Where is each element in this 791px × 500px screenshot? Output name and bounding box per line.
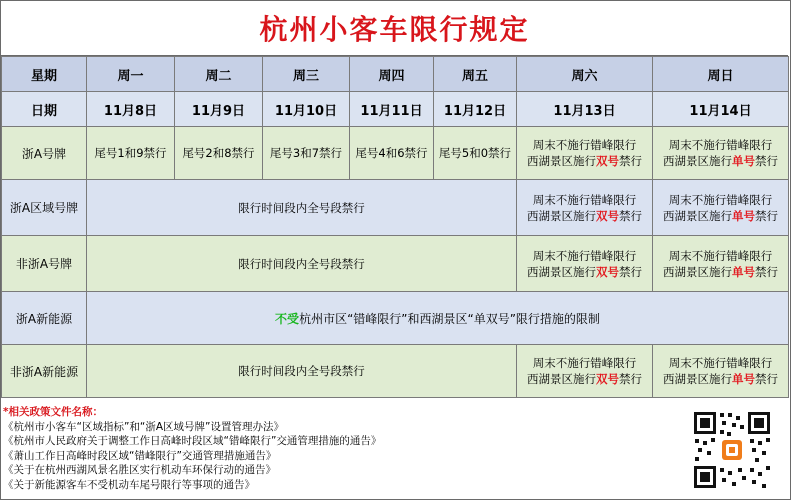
row-label: 非浙A号牌 <box>2 236 87 292</box>
sunday-rule-cell <box>653 345 789 398</box>
weekday-cell: 周二 <box>175 57 263 92</box>
plate-rule-cell: 尾号1和9禁行 <box>87 127 175 180</box>
exempt-mark: 不受 <box>275 311 300 326</box>
weekend-line2: 西湖景区施行双号禁行 <box>527 154 642 168</box>
weekend-line1: 周末不施行错峰限行 <box>668 356 773 370</box>
weekend-line1: 周末不施行错峰限行 <box>668 248 773 263</box>
row-label: 非浙A新能源 <box>2 345 87 398</box>
ev-exemption-cell <box>87 292 789 345</box>
row-label: 浙A新能源 <box>2 292 87 345</box>
qr-code-graphic <box>692 410 772 490</box>
policy-heading: *相关政策文件名称： <box>3 406 103 418</box>
policy-item: 《关于新能源客车不受机动车尾号限行等事项的通告》 <box>3 478 255 491</box>
date-cell: 11月10日 <box>263 92 350 127</box>
weekday-cell: 周三 <box>263 57 350 92</box>
date-cell: 11月8日 <box>87 92 175 127</box>
weekend-line1: 周末不施行错峰限行 <box>668 192 773 207</box>
weekend-line1: 周末不施行错峰限行 <box>532 248 637 263</box>
weekend-line1: 周末不施行错峰限行 <box>532 356 637 370</box>
weekday-header-row <box>2 57 789 92</box>
saturday-rule-cell <box>517 127 653 180</box>
sunday-rule-cell <box>653 180 789 236</box>
weekday-cell: 周四 <box>350 57 434 92</box>
date-cell: 11月11日 <box>350 92 434 127</box>
plate-rule-cell: 尾号3和7禁行 <box>263 127 350 180</box>
row-zja-plate <box>2 127 789 180</box>
qr-code-icon <box>692 410 772 490</box>
weekend-line2: 西湖景区施行双号禁行 <box>527 372 642 386</box>
policy-item: 《萧山工作日高峰时段区域“错峰限行”交通管理措施通告》 <box>3 449 277 462</box>
saturday-rule-cell <box>517 180 653 236</box>
date-cell: 11月9日 <box>175 92 263 127</box>
row-zja-area-plate <box>2 180 789 236</box>
weekday-rule-cell: 限行时间段内全号段禁行 <box>87 180 517 236</box>
weekend-line1: 周末不施行错峰限行 <box>532 192 637 207</box>
weekend-line2: 西湖景区施行单号禁行 <box>663 372 778 386</box>
row-label: 浙A区域号牌 <box>2 180 87 236</box>
weekday-cell: 周六 <box>517 57 653 92</box>
date-cell: 11月12日 <box>434 92 517 127</box>
weekend-line2: 西湖景区施行双号禁行 <box>527 208 642 223</box>
sunday-rule-cell <box>653 236 789 292</box>
policy-item: 《关于在杭州西湖风景名胜区实行机动车环保行动的通告》 <box>3 464 276 477</box>
exempt-text: 杭州市区“错峰限行”和西湖景区“单双号”限行措施的限制 <box>299 311 600 326</box>
row-label: 浙A号牌 <box>2 127 87 180</box>
weekend-line1: 周末不施行错峰限行 <box>532 138 637 152</box>
date-label: 日期 <box>2 92 87 127</box>
row-non-zja-ev <box>2 345 789 398</box>
weekend-line2: 西湖景区施行单号禁行 <box>663 154 778 168</box>
page-title: 杭州小客车限行规定 <box>1 1 788 56</box>
plate-rule-cell: 尾号5和0禁行 <box>434 127 517 180</box>
weekend-line2: 西湖景区施行双号禁行 <box>527 264 642 279</box>
policy-item: 《杭州市人民政府关于调整工作日高峰时段区域“错峰限行”交通管理措施的通告》 <box>3 435 382 448</box>
weekday-cell: 周日 <box>653 57 789 92</box>
sunday-rule-cell <box>653 127 789 180</box>
row-non-zja-plate <box>2 236 789 292</box>
weekday-cell: 周五 <box>434 57 517 92</box>
date-cell: 11月13日 <box>517 92 653 127</box>
weekend-line2: 西湖景区施行单号禁行 <box>663 264 778 279</box>
saturday-rule-cell <box>517 345 653 398</box>
restriction-table <box>1 56 789 398</box>
weekday-cell: 周一 <box>87 57 175 92</box>
weekend-line2: 西湖景区施行单号禁行 <box>663 208 778 223</box>
weekday-rule-cell: 限行时间段内全号段禁行 <box>87 236 517 292</box>
plate-rule-cell: 尾号4和6禁行 <box>350 127 434 180</box>
saturday-rule-cell <box>517 236 653 292</box>
date-cell: 11月14日 <box>653 92 789 127</box>
plate-rule-cell: 尾号2和8禁行 <box>175 127 263 180</box>
weekday-label: 星期 <box>2 57 87 92</box>
row-zja-ev <box>2 292 789 345</box>
weekend-line1: 周末不施行错峰限行 <box>668 138 773 152</box>
policy-list <box>3 405 673 497</box>
date-row <box>2 92 789 127</box>
policy-item: 《杭州市小客车“区域指标”和“浙A区域号牌”设置管理办法》 <box>3 420 284 433</box>
weekday-rule-cell: 限行时间段内全号段禁行 <box>87 345 517 398</box>
